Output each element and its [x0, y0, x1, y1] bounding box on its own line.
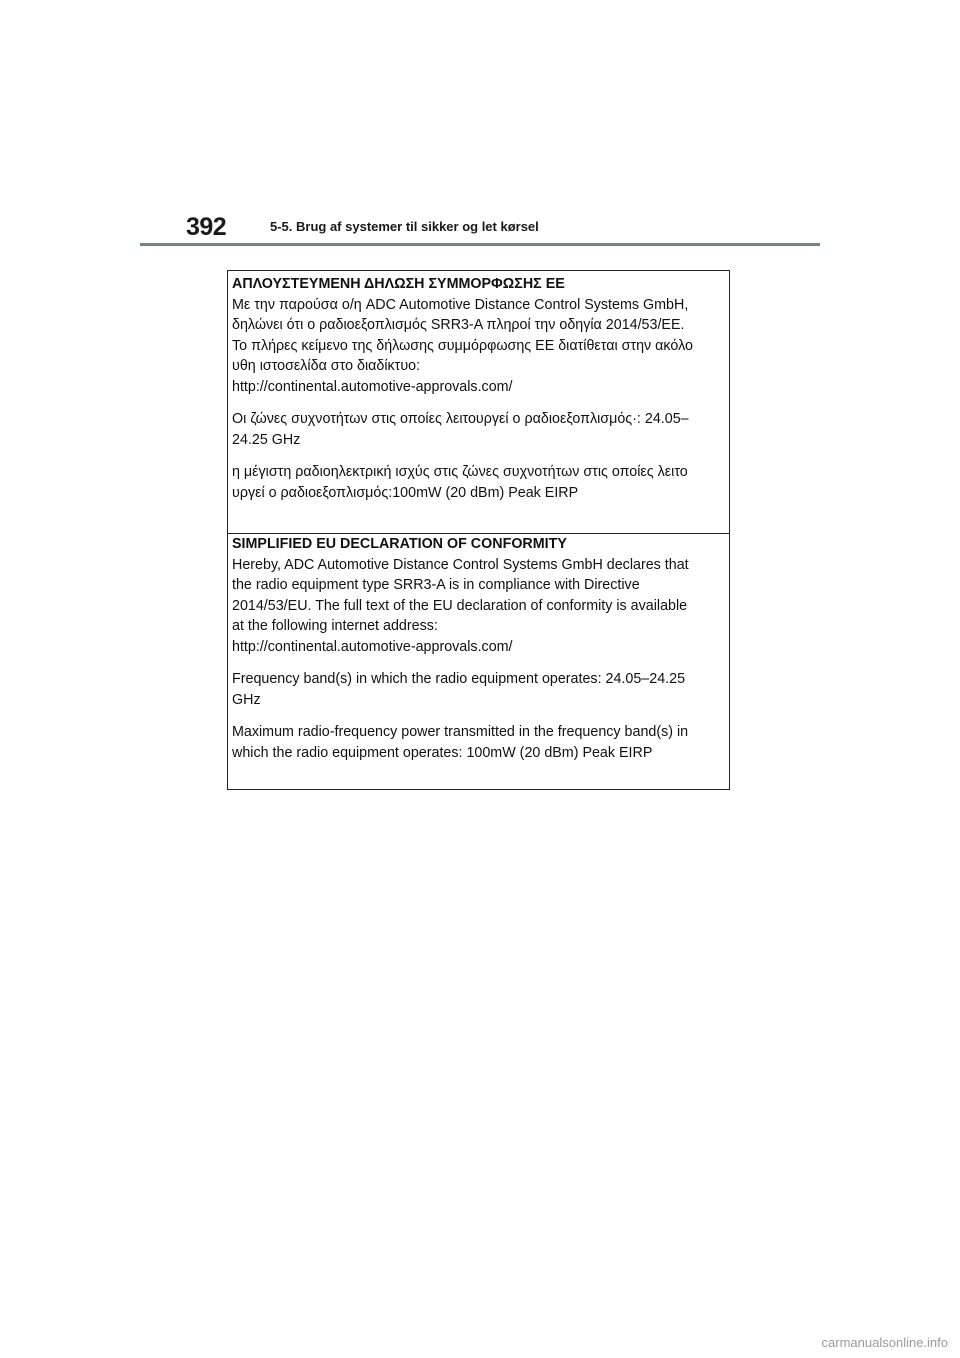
greek-heading: ΑΠΛΟΥΣΤΕΥΜΕΝΗ ΔΗΛΩΣΗ ΣΥΜΜΟΡΦΩΣΗΣ ΕΕ [232, 276, 565, 292]
greek-p2-line: 24.25 GHz [232, 431, 301, 448]
paragraph-gap [232, 710, 725, 722]
english-p3-line: Maximum radio-frequency power transmitted in the frequency band(s) in [232, 724, 689, 740]
greek-url: http://continental.automotive-approvals.com/ [232, 378, 513, 395]
english-p2-line: GHz [232, 691, 261, 708]
english-declaration [228, 534, 729, 763]
section-title: 5-5. Brug af systemer til sikker og let kørsel [270, 219, 539, 234]
greek-p3-line: η μέγιστη ραδιοηλεκτρική ισχύς στις ζώνες συχνοτήτων στις οποίες λειτο [232, 464, 688, 480]
footer-watermark: carmanualsonline.info [821, 1335, 948, 1350]
paragraph-gap [232, 450, 725, 462]
english-url: http://continental.automotive-approvals.com/ [232, 638, 513, 655]
paragraph-gap [232, 397, 725, 409]
page-number: 392 [186, 213, 227, 241]
greek-p3-line: υργεί ο ραδιοεξοπλισμός:100mW (20 dBm) Peak EIRP [232, 484, 579, 501]
english-p1-line: Hereby, ADC Automotive Distance Control Systems GmbH declares that [232, 556, 689, 573]
paragraph-gap [232, 657, 725, 669]
greek-p1-line: υθη ιστοσελίδα στο διαδίκτυο: [232, 358, 421, 374]
english-p1-line: 2014/53/EU. The full text of the EU declaration of conformity is available [232, 597, 688, 614]
declaration-box [227, 270, 730, 790]
greek-p2-line: Οι ζώνες συχνοτήτων στις οποίες λειτουργεί ο ραδιοεξοπλισμός·: 24.05– [232, 411, 689, 427]
header-rule [140, 243, 820, 246]
greek-declaration [228, 274, 729, 503]
english-heading: SIMPLIFIED EU DECLARATION OF CONFORMITY [232, 536, 567, 552]
english-p2-line: Frequency band(s) in which the radio equipment operates: 24.05–24.25 [232, 671, 686, 687]
english-p1-line: at the following internet address: [232, 618, 438, 634]
greek-p1-line: Με την παρούσα ο/η ADC Automotive Distance Control Systems GmbH, [232, 296, 689, 313]
greek-p1-line: δηλώνει ότι ο ραδιοεξοπλισμός SRR3-A πληροί την οδηγία 2014/53/ΕΕ. [232, 317, 685, 333]
greek-p1-line: Το πλήρες κείμενο της δήλωσης συμμόρφωσης ΕΕ διατίθεται στην ακόλο [232, 337, 693, 354]
english-p3-line: which the radio equipment operates: 100mW (20 dBm) Peak EIRP [232, 744, 653, 761]
english-p1-line: the radio equipment type SRR3-A is in compliance with Directive [232, 577, 640, 593]
